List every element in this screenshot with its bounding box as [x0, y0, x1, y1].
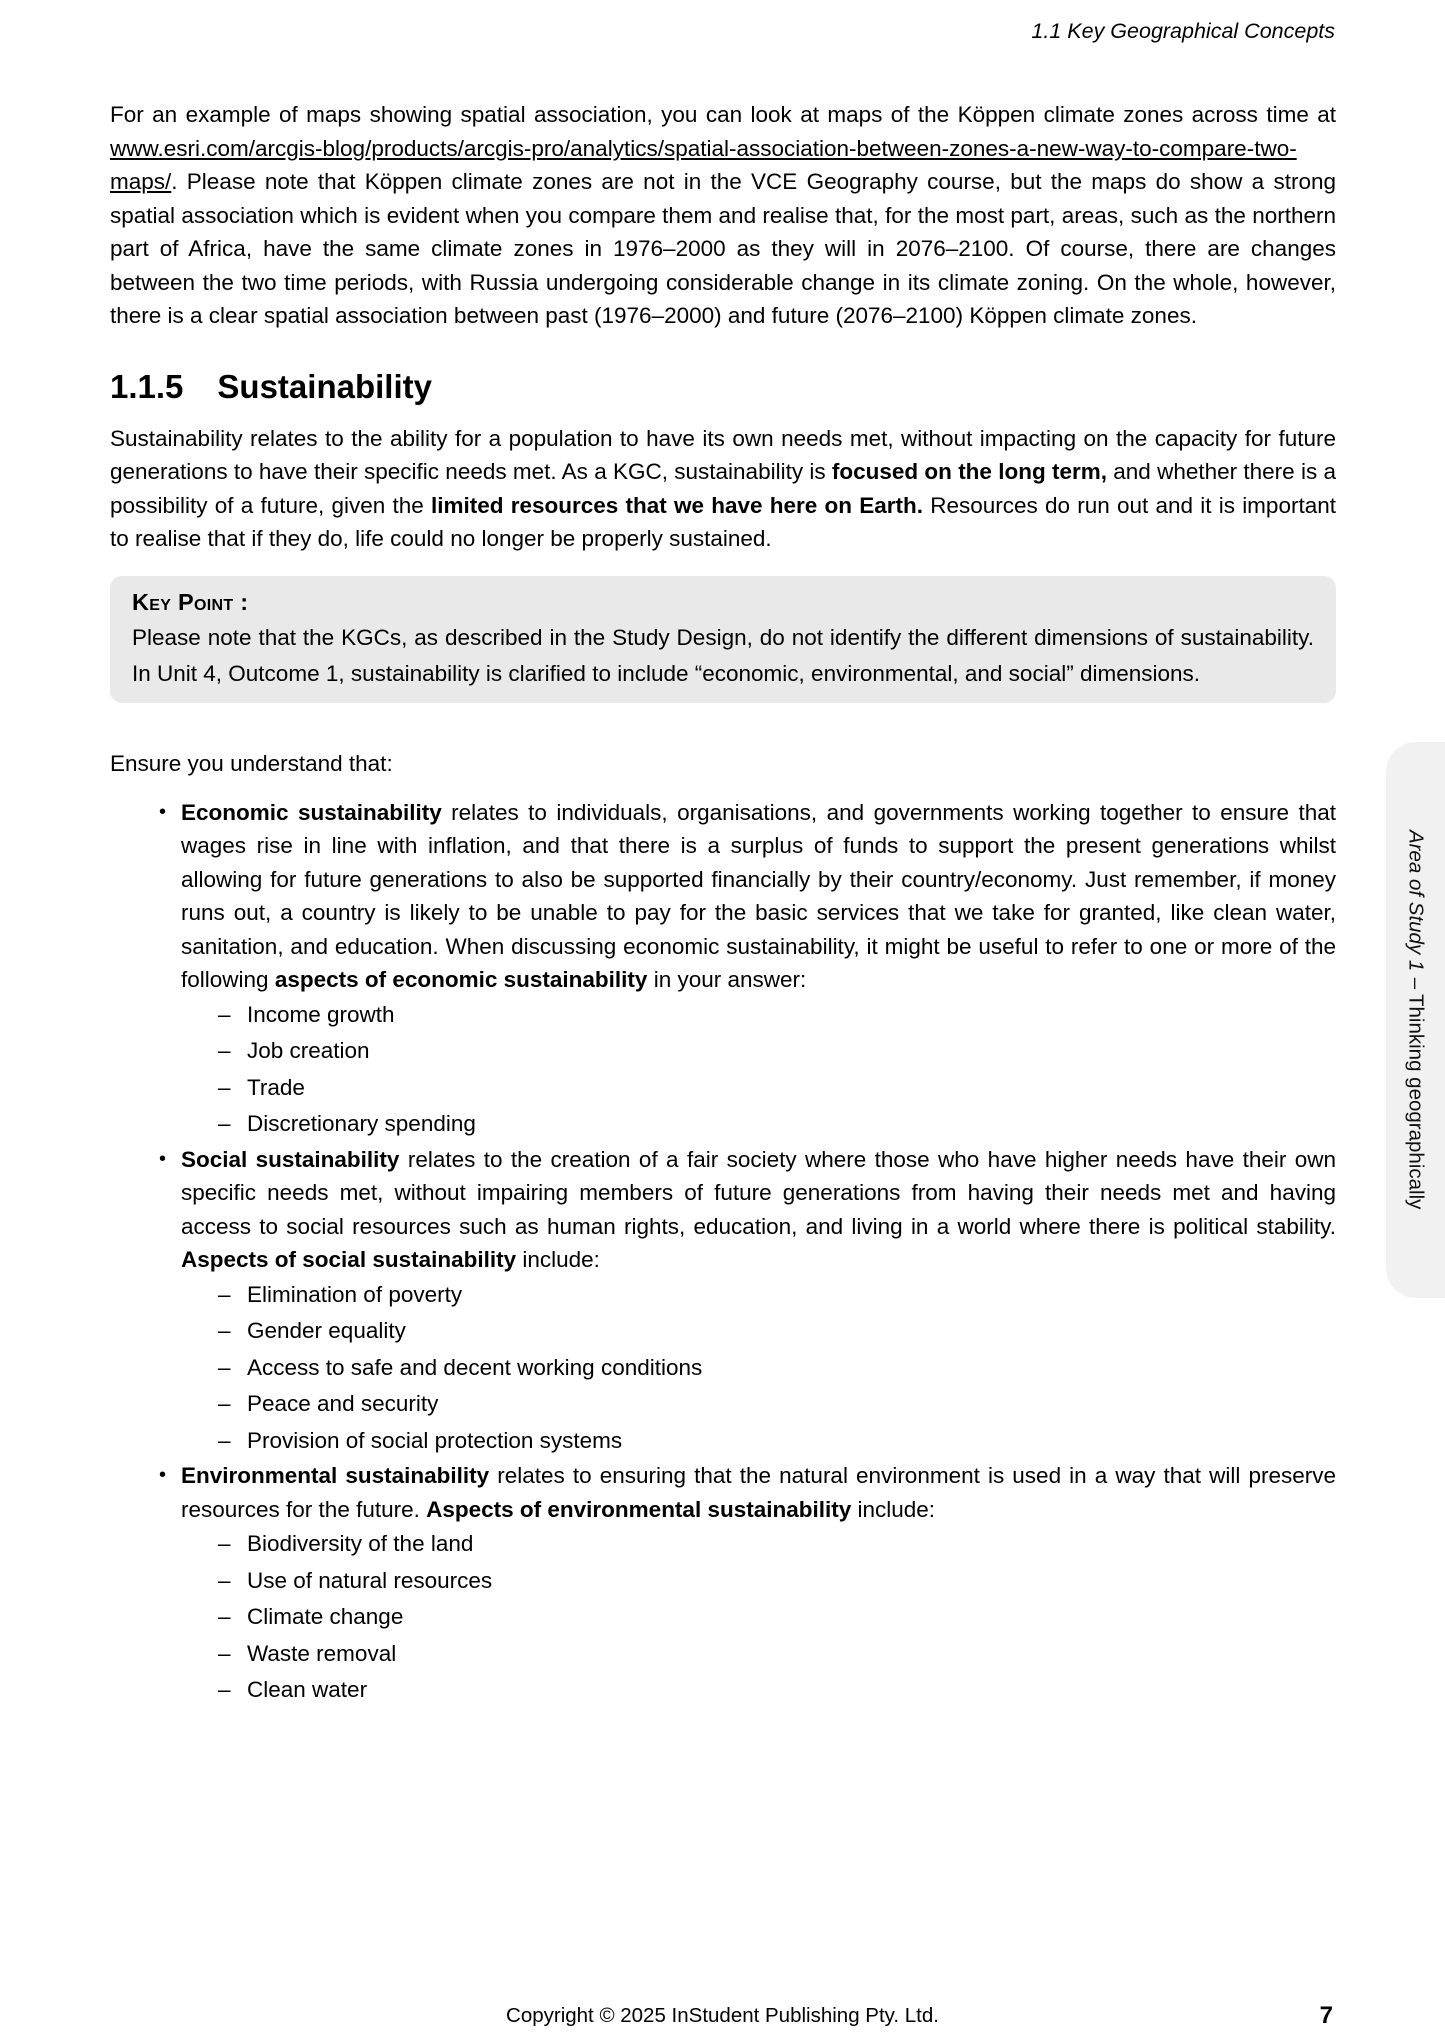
dash-icon: –: [218, 1640, 231, 1666]
aspects-sub-list: [181, 1277, 1336, 1460]
dash-icon: –: [218, 1677, 231, 1702]
bullet-content: [181, 1459, 1336, 1709]
dash-icon: –: [218, 1318, 231, 1343]
social-sustainability-term: Social sustainability: [181, 1146, 400, 1172]
social-aspects-term: Aspects of social sustainability: [181, 1247, 517, 1272]
intro-text: For an example of maps showing spatial association, you can look at maps of the Köppen climate zones across time at: [110, 102, 1336, 127]
aspect-label: Access to safe and decent working conditions: [247, 1354, 703, 1380]
aspect-list-item: [181, 1033, 1336, 1070]
dash-icon: –: [218, 1281, 231, 1307]
dash-icon: –: [218, 1038, 231, 1063]
bullet-text: [181, 1143, 1336, 1277]
intro-text: . Please note that Köppen climate zones are not in the VCE Geography course, but the maps do show a strong spatial association which is evident when you compare them and realise that, for the most part, areas, such as the northern part of Africa, have the same climate zones in 1976–2000 as they will in 2076–2100. Of course, there are changes between the two time periods, with Russia undergoing considerable change in its climate zoning. On the whole, however, there is a clear spatial association between past (1976–2000) and future (2076–2100) Köppen climate zones.: [110, 169, 1336, 328]
environmental-sustainability-term: Environmental sustainability: [181, 1463, 490, 1488]
bullet-text: [181, 796, 1336, 997]
dash-icon: –: [218, 1074, 231, 1100]
aspect-list-item: [181, 1350, 1336, 1387]
section-title: Sustainability: [217, 367, 432, 405]
key-point-box: [110, 576, 1336, 704]
aspect-list-item: [181, 1313, 1336, 1350]
sustainability-paragraph: [110, 422, 1336, 556]
dash-icon: –: [218, 1531, 231, 1556]
bullet-content: [181, 796, 1336, 1143]
environmental-aspects-term: Aspects of environmental sustainability: [426, 1496, 852, 1522]
aspects-sub-list: [181, 997, 1336, 1143]
aspect-label: Gender equality: [247, 1318, 406, 1343]
bullet-content: [181, 1143, 1336, 1460]
section-number: 1.1.5: [110, 367, 184, 405]
intro-paragraph: [110, 98, 1336, 333]
aspect-list-item: [181, 1672, 1336, 1709]
concept-list-item: [110, 796, 1336, 1143]
economic-sustainability-text: in your answer:: [647, 967, 807, 992]
side-tab-separator: –: [1404, 971, 1428, 995]
aspect-label: Clean water: [247, 1677, 368, 1702]
economic-sustainability-term: Economic sustainability: [181, 799, 442, 825]
section-heading: [110, 367, 1336, 407]
side-tab-study-label: Area of Study 1: [1404, 830, 1428, 972]
aspect-list-item: [181, 1526, 1336, 1563]
sustainability-bold: limited resources that we have here on Earth.: [431, 492, 923, 518]
bullet-icon: •: [159, 1464, 167, 1486]
side-tab-topic-label: Thinking geographically: [1404, 994, 1428, 1210]
sustainability-text: Sustainability relates to the ability for a population to have its own needs met, without impacting on the capacity for future generations to have their specific needs met. As a KGC, sustainability is: [110, 425, 1336, 484]
esri-link[interactable]: www.esri.com/arcgis-blog/products/arcgis-pro/analytics/spatial-association-between-zones-a-new-way-to-compare-two-maps/: [110, 135, 1297, 194]
bullet-icon: •: [159, 800, 167, 823]
dash-icon: –: [218, 1604, 231, 1629]
economic-sustainability-text: relates to individuals, organisations, and governments working together to ensure that wages rise in line with inflation, and that there is a surplus of funds to support the present generations whilst allowing for future generations to also be supported financially by their country/economy. Just remember, if money runs out, a country is likely to be unable to pay for the basic services that we take for granted, like clean water, sanitation, and education. When discussing economic sustainability, it might be useful to refer to one or more of the following: [181, 799, 1336, 992]
aspect-list-item: [181, 1599, 1336, 1636]
aspect-list-item: [181, 1636, 1336, 1673]
economic-aspects-term: aspects of economic sustainability: [274, 967, 648, 992]
aspect-label: Climate change: [247, 1604, 404, 1629]
sustainability-bold: focused on the long term,: [831, 459, 1107, 484]
footer-copyright: Copyright © 2025 InStudent Publishing Pty. Ltd.: [506, 2004, 939, 2027]
aspect-label: Biodiversity of the land: [247, 1531, 474, 1556]
dash-icon: –: [218, 1391, 231, 1416]
dash-icon: –: [218, 1111, 231, 1136]
dash-icon: –: [218, 1427, 231, 1453]
key-point-label: Key Point :: [132, 588, 249, 615]
aspect-list-item: [181, 1423, 1336, 1460]
dash-icon: –: [218, 1001, 231, 1027]
dash-icon: –: [218, 1567, 231, 1593]
aspect-list-item: [181, 1563, 1336, 1600]
aspects-sub-list: [181, 1526, 1336, 1709]
page-number: 7: [1319, 2002, 1333, 2029]
bullet-text: [181, 1459, 1336, 1526]
aspect-label: Provision of social protection systems: [247, 1427, 623, 1453]
concept-list-item: [110, 1143, 1336, 1460]
social-sustainability-text: include:: [516, 1247, 600, 1272]
aspect-label: Waste removal: [247, 1640, 397, 1666]
bullet-icon: •: [159, 1147, 167, 1170]
side-tab-area-of-study: [1386, 742, 1445, 1298]
aspect-list-item: [181, 1106, 1336, 1143]
aspect-label: Job creation: [247, 1038, 370, 1063]
social-sustainability-text: relates to the creation of a fair society where those who have higher needs have their own specific needs met, without impairing members of future generations from having their needs met and having access to social resources such as human rights, education, and living in a world where there is political stability.: [181, 1146, 1337, 1239]
page-content: [110, 98, 1336, 1709]
aspect-list-item: [181, 1386, 1336, 1423]
aspect-label: Elimination of poverty: [247, 1281, 463, 1307]
key-point-body: Please note that the KGCs, as described in the Study Design, do not identify the different dimensions of sustainability. In Unit 4, Outcome 1, sustainability is clarified to include “economic, environmental, and social” dimensions.: [132, 625, 1314, 686]
environmental-sustainability-text: include:: [851, 1496, 936, 1522]
aspect-label: Trade: [247, 1074, 305, 1100]
concept-list-item: [110, 1459, 1336, 1709]
aspect-label: Use of natural resources: [247, 1567, 493, 1593]
aspect-list-item: [181, 1070, 1336, 1107]
aspect-label: Discretionary spending: [247, 1111, 476, 1136]
sustainability-text: and whether there is a possibility of a future, given the: [110, 459, 1337, 518]
running-header: 1.1 Key Geographical Concepts: [1031, 19, 1335, 43]
dash-icon: –: [218, 1354, 231, 1380]
environmental-sustainability-text: relates to ensuring that the natural environment is used in a way that will preserve resources for the future.: [181, 1463, 1336, 1522]
aspect-label: Peace and security: [247, 1391, 439, 1416]
aspect-label: Income growth: [247, 1001, 395, 1027]
aspect-list-item: [181, 1277, 1336, 1314]
aspect-list-item: [181, 997, 1336, 1034]
sustainability-text: Resources do run out and it is important to realise that if they do, life could no longer be properly sustained.: [110, 492, 1336, 551]
ensure-line: Ensure you understand that:: [110, 751, 393, 776]
concept-list: [110, 796, 1336, 1709]
